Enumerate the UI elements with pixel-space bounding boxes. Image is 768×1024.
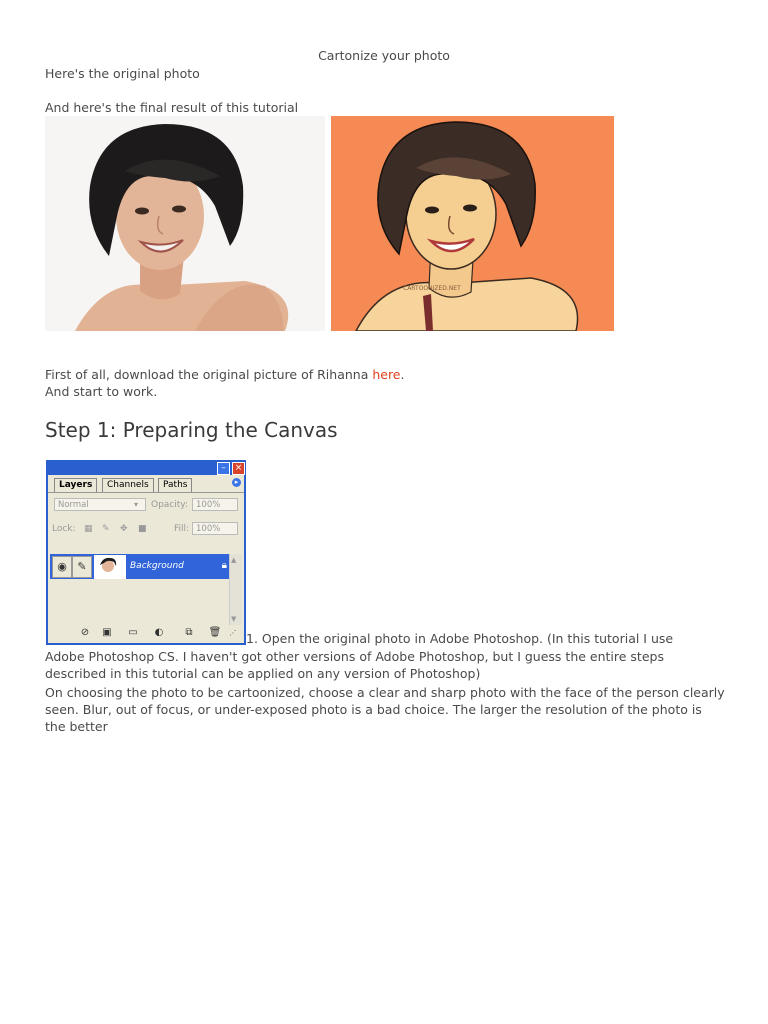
step1-paragraph-1: Adobe Photoshop CS. I haven't got other versions of Adobe Photoshop, but I guess the entire steps described in this tutorial can be applied on any version of Photoshop) — [45, 649, 664, 681]
cartoon-watermark: CARTOONIZED.NET — [403, 285, 461, 292]
download-suffix: . — [400, 367, 405, 382]
chevron-down-icon: ▾ — [134, 500, 139, 509]
lock-move-icon: ✥ — [120, 524, 128, 534]
fill-label: Fill: — [174, 524, 190, 534]
intro-original-text: Here's the original photo — [45, 66, 200, 81]
layer-name: Background — [130, 561, 184, 571]
new-group-icon: ▭ — [128, 627, 138, 638]
layer-thumbnail — [94, 555, 126, 579]
start-text: And start to work. — [45, 384, 158, 399]
cartoon-result-photo — [331, 116, 614, 331]
lock-all-icon: ■ — [138, 524, 147, 534]
lock-label: Lock: — [52, 524, 76, 534]
download-text — [45, 367, 404, 382]
opacity-field: 100% — [192, 498, 238, 511]
panel-menu-icon: ▸ — [232, 478, 241, 487]
minimize-icon: – — [217, 462, 230, 475]
eye-icon: ◉ — [52, 556, 72, 578]
link-layers-icon: ⊘ — [80, 627, 90, 638]
download-link[interactable]: here — [372, 367, 401, 382]
brush-icon: ✎ — [72, 556, 92, 578]
layer-row-background — [50, 554, 230, 579]
blend-mode-select: Normal — [54, 498, 146, 511]
new-layer-icon: ⧉ — [185, 627, 193, 638]
resize-grip-icon: ⋰ — [229, 629, 237, 637]
original-photo — [45, 116, 325, 331]
layers-panel-screenshot — [46, 460, 246, 645]
lock-brush-icon: ✎ — [102, 524, 110, 534]
layers-panel-body — [48, 475, 244, 643]
step1-heading: Step 1: Preparing the Canvas — [45, 418, 338, 442]
step1-paragraph-2: On choosing the photo to be cartoonized, choose a clear and sharp photo with the face of the person clearly seen. Blur, out of focus, or under-exposed photo is a bad choice. The larger the resolution of the photo is the better — [45, 685, 725, 734]
tab-channels: Channels — [102, 478, 154, 492]
blend-row — [52, 497, 240, 513]
opacity-label: Opacity: — [151, 500, 188, 510]
fill-field: 100% — [192, 522, 238, 535]
step1-caption: 1. Open the original photo in Adobe Photoshop. (In this tutorial I use — [246, 631, 674, 646]
close-icon: × — [232, 462, 245, 475]
tab-paths: Paths — [158, 478, 192, 492]
add-mask-icon: ▣ — [102, 627, 112, 638]
trash-icon: 🗑︎ — [208, 627, 222, 638]
tab-layers: Layers — [54, 478, 97, 492]
layers-bottom-bar — [50, 625, 242, 641]
layers-scrollbar: ▲ ▼ — [229, 554, 242, 625]
download-prefix: First of all, download the original picture of Rihanna — [45, 367, 373, 382]
lock-row — [52, 521, 240, 537]
adjustment-layer-icon: ◐ — [154, 627, 164, 638]
page-title: Cartonize your photo — [318, 48, 450, 63]
layer-lock-icon: 🔒︎ — [221, 560, 227, 571]
lock-transparency-icon: ▦ — [84, 524, 93, 534]
intro-result-text: And here's the final result of this tutorial — [45, 100, 299, 115]
